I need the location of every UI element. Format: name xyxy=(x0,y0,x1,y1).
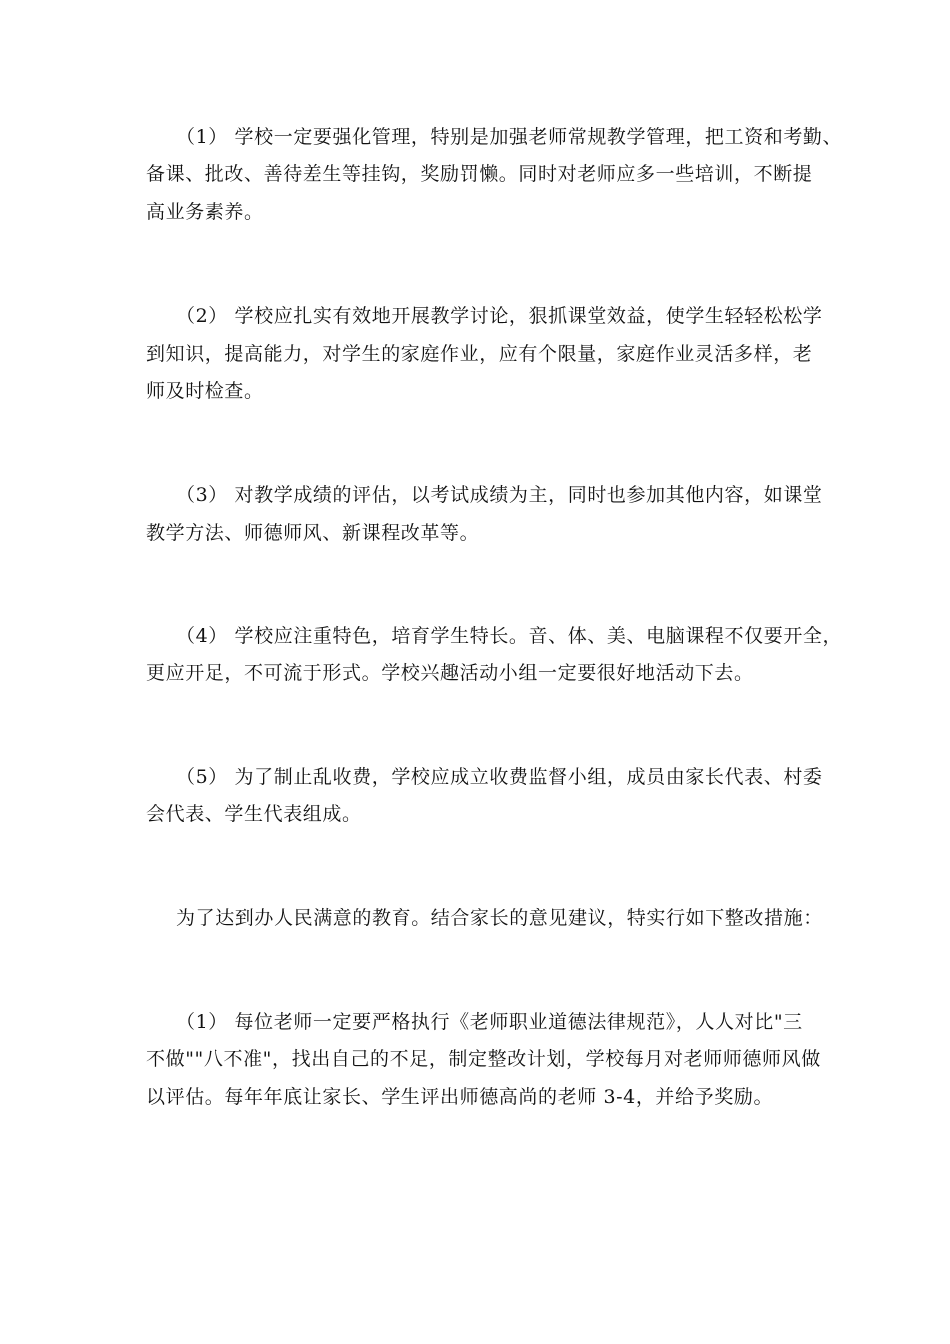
paragraph-4-line-1: （4） 学校应注重特色，培育学生特长。音、体、美、电脑课程不仅要开全， xyxy=(176,625,843,647)
paragraph-1-line-1: （1） 学校一定要强化管理，特别是加强老师常规教学管理，把工资和考勤、 xyxy=(176,126,843,148)
paragraph-4-line-2: 更应开足，不可流于形式。学校兴趣活动小组一定要很好地活动下去。 xyxy=(146,662,754,684)
paragraph-7-line-2: 不做""八不准"，找出自己的不足，制定整改计划，学校每月对老师师德师风做 xyxy=(146,1048,821,1070)
paragraph-3-line-1: （3） 对教学成绩的评估，以考试成绩为主，同时也参加其他内容，如课堂 xyxy=(176,484,823,506)
paragraph-1-line-3: 高业务素养。 xyxy=(146,201,264,223)
paragraph-7-line-1: （1） 每位老师一定要严格执行《老师职业道德法律规范》，人人对比"三 xyxy=(176,1011,803,1033)
paragraph-3-line-2: 教学方法、师德师风、新课程改革等。 xyxy=(146,522,480,544)
paragraph-1-line-2: 备课、批改、善待差生等挂钩，奖励罚懒。同时对老师应多一些培训，不断提 xyxy=(146,163,813,185)
paragraph-2-line-3: 师及时检查。 xyxy=(146,380,264,402)
paragraph-2-line-2: 到知识，提高能力，对学生的家庭作业，应有个限量，家庭作业灵活多样，老 xyxy=(146,343,813,365)
paragraph-5-line-1: （5） 为了制止乱收费，学校应成立收费监督小组，成员由家长代表、村委 xyxy=(176,766,823,788)
paragraph-7-line-3: 以评估。每年年底让家长、学生评出师德高尚的老师 3-4，并给予奖励。 xyxy=(146,1086,774,1108)
paragraph-5-line-2: 会代表、学生代表组成。 xyxy=(146,803,362,825)
paragraph-2-line-1: （2） 学校应扎实有效地开展教学讨论，狠抓课堂效益，使学生轻轻松松学 xyxy=(176,305,823,327)
paragraph-6-line-1: 为了达到办人民满意的教育。结合家长的意见建议，特实行如下整改措施： xyxy=(176,907,823,929)
